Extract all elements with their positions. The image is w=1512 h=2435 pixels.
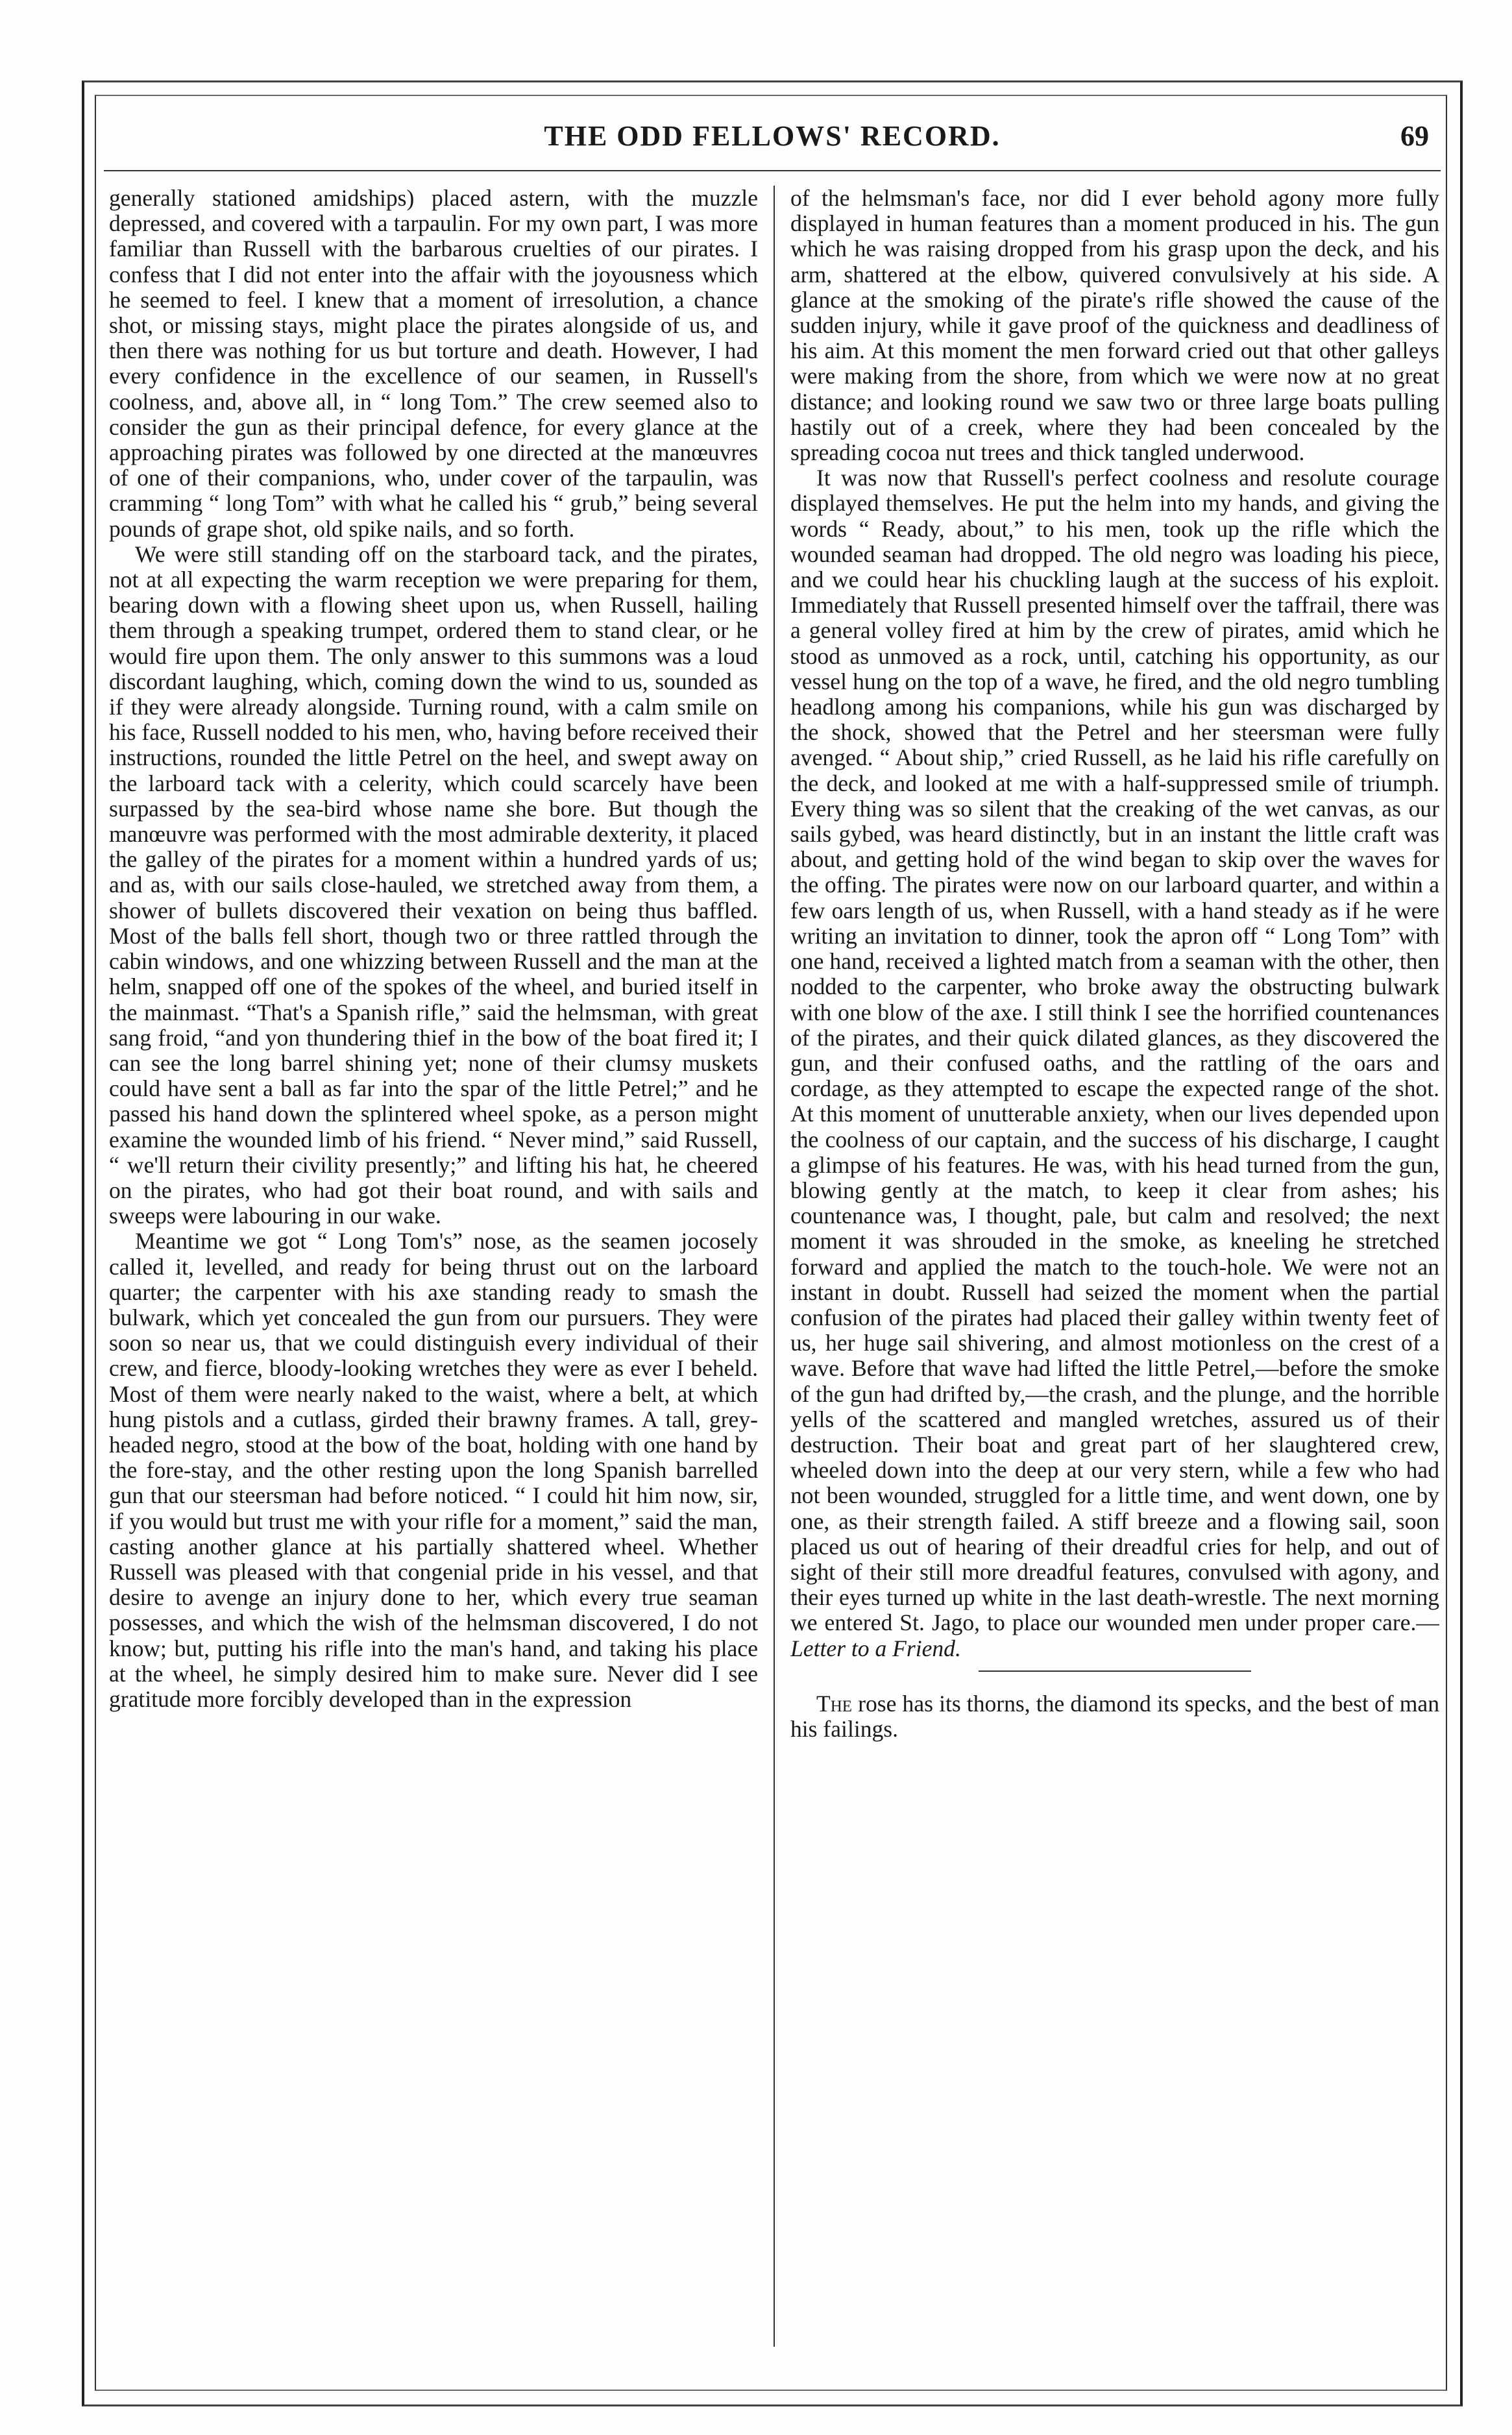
section-rule: [979, 1670, 1251, 1672]
signoff-attribution: Letter to a Friend.: [790, 1635, 961, 1661]
header-rule: [104, 170, 1441, 171]
closing-maxim: [790, 1691, 1439, 1742]
closing-maxim-text: rose has its thorns, the diamond its specks, and the best of man his failings.: [790, 1690, 1439, 1742]
running-header: [104, 114, 1441, 166]
column-divider: [774, 186, 775, 2347]
page-number: 69: [1400, 120, 1429, 152]
journal-title: THE ODD FELLOWS' RECORD.: [544, 120, 1001, 152]
right-paragraph-2: [790, 465, 1439, 1661]
right-column: [790, 186, 1439, 2347]
left-paragraph-3: Meantime we got “ Long Tom's” nose, as the seamen jocosely called it, levelled, and ready for being thrust out on the larboard quarter; the carpenter with his axe standing ready to smash the bulwark, which yet concealed the gun from our pursuers. They were soon so near us, that we could distinguish every individual of their crew, and fierce, bloody-looking wretches they were as ever I beheld. Most of them were nearly naked to the waist, where a belt, at which hung pistols and a cutlass, girded their brawny frames. A tall, grey-headed negro, stood at the bow of the boat, holding with one hand by the fore-stay, and the other resting upon the long Spanish barrelled gun that our steersman had before noticed. “ I could hit him now, sir, if you would but trust me with your rifle for a moment,” said the man, casting another glance at his partially shattered wheel. Whether Russell was pleased with that congenial pride in his vessel, and that desire to avenge an injury done to her, which every true seaman possesses, and which the wish of the helmsman discovered, I do not know; but, putting his rifle into the man's hand, and taking his place at the wheel, he simply desired him to make sure. Never did I see gratitude more forcibly developed than in the expression: [109, 1228, 758, 1712]
left-paragraph-1: generally stationed amidships) placed astern, with the muzzle depressed, and covered with a tarpaulin. For my own part, I was more familiar than Russell with the barbarous cruelties of our pirates. I confess that I did not enter into the affair with the joyousness which he seemed to feel. I knew that a moment of irresolution, a chance shot, or missing stays, might place the pirates alongside of us, and then there was nothing for us but torture and death. However, I had every confidence in the excellence of our seamen, in Russell's coolness, and, above all, in “ long Tom.” The crew seemed also to consider the gun as their principal defence, for every glance at the approaching pirates was followed by one directed at the manœuvres of one of their companions, who, under cover of the tarpaulin, was cramming “ long Tom” with what he called his “ grub,” being several pounds of grape shot, old spike nails, and so forth.: [109, 186, 758, 542]
right-paragraph-1: of the helmsman's face, nor did I ever behold agony more fully displayed in human features than a moment produced in his. The gun which he was raising dropped from his grasp upon the deck, and his arm, shattered at the elbow, quivered convulsively at his side. A glance at the smoking of the pirate's rifle showed the cause of the sudden injury, while it gave proof of the quickness and deadliness of his aim. At this moment the men forward cried out that other galleys were making from the shore, from which we were now at no great distance; and looking round we saw two or three large boats pulling hastily out of a creek, where they had been concealed by the spreading cocoa nut trees and thick tangled underwood.: [790, 186, 1439, 466]
right-paragraph-2-text: It was now that Russell's perfect coolness and resolute courage displayed themselves. He put the helm into my hands, and giving the words “ Ready, about,” to his men, took up the rifle which the wounded seaman had dropped. The old negro was loading his piece, and we could hear his chuckling laugh at the success of his exploit. Immediately that Russell presented himself over the taffrail, there was a general volley fired at him by the crew of pirates, amid which he stood as unmoved as a rock, until, catching his opportunity, as our vessel hung on the top of a wave, he fired, and the old negro tumbling headlong among his companions, while his gun was discharged by the shock, showed that the Petrel and her steersman were fully avenged. “ About ship,” cried Russell, as he laid his rifle carefully on the deck, and looked at me with a half-suppressed smile of triumph. Every thing was so silent that the creaking of the wet canvas, as our sails gybed, was heard distinctly, but in an instant the little craft was about, and getting hold of the wind began to skip over the waves for the offing. The pirates were now on our larboard quarter, and within a few oars length of us, when Russell, with a hand steady as if he were writing an invitation to dinner, took the apron off “ Long Tom” with one hand, received a lighted match from a seaman with the other, then nodded to the carpenter, who broke away the obstructing bulwark with one blow of the axe. I still think I see the horrified countenances of the pirates, and their quick dilated glances, as they discovered the gun, and their confused oaths, and the rattling of the oars and cordage, as they attempted to escape the expected range of the shot. At this moment of unutterable anxiety, when our lives depended upon the coolness of our captain, and the success of his discharge, I caught a glimpse of his features. He was, with his head turned from the gun, blowing gently at the match, to keep it clear from ashes; his countenance was, I thought, pale, but calm and resolved; the next moment it was shrouded in the smoke, as kneeling he stretched forward and applied the match to the touch-hole. We were not an instant in doubt. Russell had seized the moment when the partial confusion of the pirates had placed their galley within twenty feet of us, her huge sail shivering, and almost motionless on the crest of a wave. Before that wave had lifted the little Petrel,—before the smoke of the gun had drifted by,—the crash, and the plunge, and the horrible yells of the scattered and mangled wretches, assured us of their destruction. Their boat and great part of her slaughtered crew, wheeled down into the deep at our very stern, while a few who had not been wounded, struggled for a little time, and went down, one by one, as their strength failed. A stiff breeze and a flowing sail, soon placed us out of hearing of their dreadful cries for help, and out of sight of their still more dreadful features, convulsed with agony, and their eyes turned up white in the last death-wrestle. The next morning we entered St. Jago, to place our wounded men under proper care.—: [790, 465, 1439, 1636]
left-column: [109, 186, 758, 2347]
closing-first-word: The: [816, 1690, 853, 1717]
left-paragraph-2: We were still standing off on the starboard tack, and the pirates, not at all expecting the warm reception we were preparing for them, bearing down with a flowing sheet upon us, when Russell, hailing them through a speaking trumpet, ordered them to stand clear, or he would fire upon them. The only answer to this summons was a loud discordant laughing, which, coming down the wind to us, sounded as if they were already alongside. Turning round, with a calm smile on his face, Russell nodded to his men, who, having before received their instructions, rounded the little Petrel on the heel, and swept away on the larboard tack with a celerity, which could scarcely have been surpassed by the sea-bird whose name she bore. But though the manœuvre was performed with the most admirable dexterity, it placed the galley of the pirates for a moment within a hundred yards of us; and as, with our sails close-hauled, we stretched away from them, a shower of bullets discovered their vexation on being thus baffled. Most of the balls fell short, though two or three rattled through the cabin windows, and one whizzing between Russell and the man at the helm, snapped off one of the spokes of the wheel, and buried itself in the mainmast. “That's a Spanish rifle,” said the helmsman, with great sang froid, “and yon thundering thief in the bow of the boat fired it; I can see the long barrel shining yet; none of their clumsy muskets could have sent a ball as far into the spar of the little Petrel;” and he passed his hand down the splintered wheel spoke, as a person might examine the wounded limb of his friend. “ Never mind,” said Russell, “ we'll return their civility presently;” and lifting his hat, he cheered on the pirates, who had got their boat round, and with sails and sweeps were labouring in our wake.: [109, 541, 758, 1229]
